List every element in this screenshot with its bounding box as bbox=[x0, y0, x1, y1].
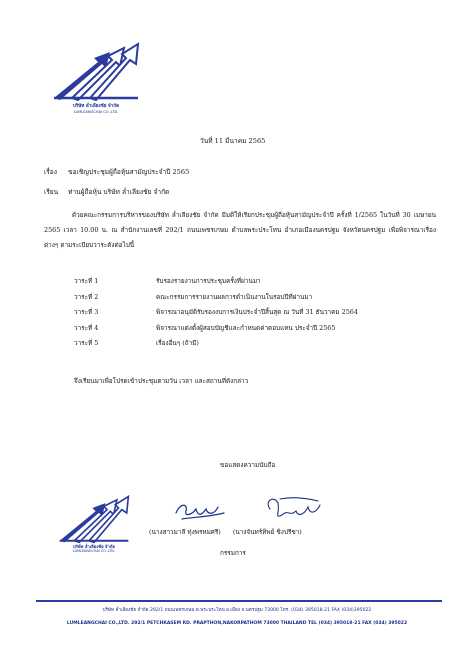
agenda-number: วาระที่ 2 bbox=[74, 292, 99, 301]
agenda-text: คณะกรรมการรายงานผลการดำเนินงานในรอบปีที่ผ่านมา bbox=[156, 292, 313, 301]
signature-scribble-icon bbox=[172, 497, 228, 523]
signature-2 bbox=[262, 493, 326, 523]
closing-sentence: จึงเรียนมาเพื่อโปรดเข้าประชุมตามวัน เวลา และสถานที่ดังกล่าว bbox=[74, 377, 249, 385]
agenda-text: พิจารณาอนุมัติรับรองงบการเงินประจำปีสิ้นสุด ณ วันที่ 31 ธันวาคม 2564 bbox=[156, 308, 358, 317]
agenda-item bbox=[74, 323, 454, 339]
agenda-number: วาระที่ 3 bbox=[74, 308, 99, 317]
subject-label: เรื่อง bbox=[44, 168, 57, 176]
logo-name-english: LUMLEANGCHAI CO.,LTD. bbox=[73, 110, 119, 114]
signature-scribble-icon bbox=[262, 493, 326, 523]
agenda-list bbox=[74, 276, 454, 354]
regards-line: ขอแสดงความนับถือ bbox=[220, 461, 276, 469]
subject-line bbox=[44, 166, 189, 177]
footer-address-english: LUMLEANGCHAI CO.,LTD. 292/1 PETCHKASEM RD. PRAPTHON,NAKORPATHOM 73000 THAILAND TEL (034) 395018-21 FAX (034) 395022 bbox=[66, 621, 408, 626]
signature-1 bbox=[172, 497, 228, 523]
agenda-text: รับรองรายงานการประชุมครั้งที่ผ่านมา bbox=[156, 277, 261, 285]
subject-text: ขอเชิญประชุมผู้ถือหุ้นสามัญประจำปี 2565 bbox=[68, 168, 190, 176]
signer-role: กรรมการ bbox=[220, 549, 246, 557]
agenda-item bbox=[74, 307, 454, 323]
company-stamp bbox=[52, 490, 136, 556]
agenda-item bbox=[74, 338, 454, 354]
company-logo bbox=[50, 36, 142, 116]
body-paragraph: ด้วยคณะกรรมการบริหารของบริษัท ล่ำเลียงชัย จำกัด มีมติให้เรียกประชุมผู้ถือหุ้นสามัญประจำปี ครั้งที่ 1/2565 ในวันที่ 30 เมษายน 2565 เวลา 10.00 น. ณ สำนักงานเลขที่ 292/1 ถนนเพชรเกษม ตำบลพระประโทน อำเภอเมืองนครปฐม จังหวัดนครปฐม เพื่อพิจารณาเรื่องต่างๆ ตามระเบียบวาระดังต่อไปนี้ bbox=[44, 211, 436, 249]
signer-2-name: (นางจันทร์ทิพย์ ชิงปรีชา) bbox=[232, 528, 302, 536]
stamp-name-english: LUMLEANGCHAI CO.,LTD. bbox=[72, 549, 116, 553]
logo-name-thai: บริษัท ล่ำเลียงชัย จำกัด bbox=[72, 104, 120, 109]
agenda-item bbox=[74, 292, 454, 308]
recipient-label: เรียน bbox=[44, 188, 59, 196]
stamp-arrows-icon bbox=[52, 490, 136, 544]
agenda-item bbox=[74, 276, 454, 292]
agenda-number: วาระที่ 5 bbox=[74, 339, 99, 348]
signer-names bbox=[149, 527, 302, 537]
letter-date: วันที่ 11 มีนาคม 2565 bbox=[200, 137, 266, 145]
signer-1-name: (นางสาวมาลี ทุ่งพรหมศรี) bbox=[149, 528, 221, 536]
logo-arrows-icon bbox=[50, 36, 142, 102]
footer-divider bbox=[36, 600, 442, 602]
recipient-text: ท่านผู้ถือหุ้น บริษัท ล่ำเลียงชัย จำกัด bbox=[68, 188, 170, 196]
recipient-line bbox=[44, 186, 169, 197]
agenda-text: พิจารณาแต่งตั้งผู้สอบบัญชีและกำหนดค่าตอบแทน ประจำปี 2565 bbox=[156, 323, 336, 332]
agenda-text: เรื่องอื่นๆ (ถ้ามี) bbox=[156, 339, 199, 348]
stamp-name-thai: บริษัท ล่ำเลียงชัย จำกัด bbox=[72, 544, 116, 549]
agenda-number: วาระที่ 4 bbox=[74, 323, 99, 332]
footer-address-thai: บริษัท ล่ำเลียงชัย จำกัด 292/1 ถนนเพชรเกษม ต.พระประโทน อ.เมือง จ.นครปฐม 73000 โทร. (034) 395018-21 FAX (034)395022 bbox=[102, 608, 372, 613]
agenda-number: วาระที่ 1 bbox=[74, 277, 99, 285]
